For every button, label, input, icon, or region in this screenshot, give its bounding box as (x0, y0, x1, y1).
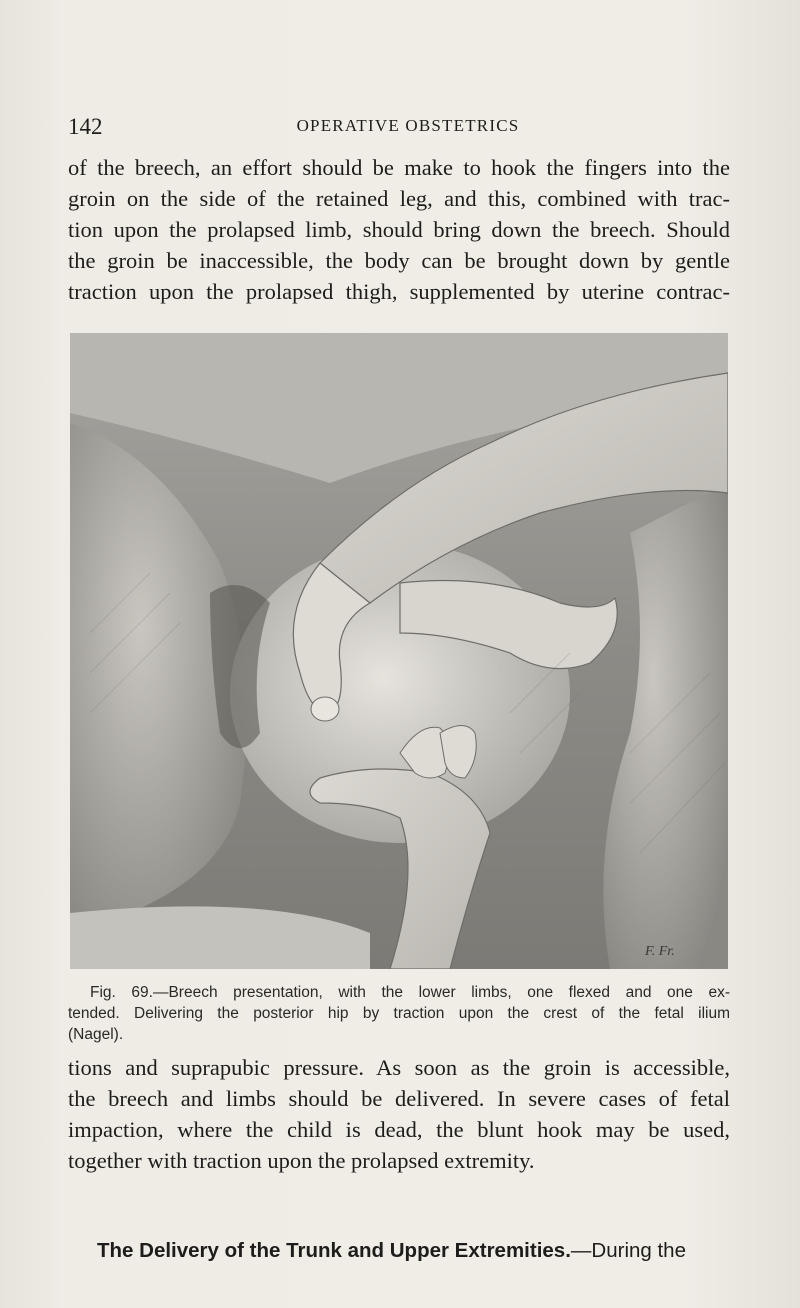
figure-caption (68, 982, 730, 1045)
figure-illustration (70, 333, 728, 969)
text-line: groin on the side of the retained leg, and this, combined with trac- (68, 186, 730, 211)
caption-text: —Breech presentation, with the lower limbs, one flexed and one ex- (152, 984, 730, 1001)
artist-signature: F. Fr. (645, 944, 675, 959)
text-line: of the breech, an effort should be make to hook the fingers into the (68, 155, 730, 180)
running-head (68, 114, 728, 142)
caption-text: tended. Delivering the posterior hip by traction upon the crest of the fetal ilium (68, 1005, 730, 1022)
section-heading (97, 1237, 737, 1265)
text-line: tion upon the prolapsed limb, should bring down the breech. Should (68, 217, 730, 242)
text-line: traction upon the prolapsed thigh, supplemented by uterine contrac- (68, 279, 730, 304)
paragraph-1 (68, 152, 730, 307)
caption-text: (Nagel). (68, 1026, 124, 1043)
text-line: impaction, where the child is dead, the blunt hook may be used, (68, 1117, 730, 1142)
text-line: the groin be inaccessible, the body can be brought down by gentle (68, 248, 730, 273)
page-number: 142 (68, 114, 103, 139)
running-title: OPERATIVE OBSTETRICS (296, 116, 520, 135)
paragraph-2 (68, 1052, 730, 1176)
caption-label: Fig. 69. (90, 984, 153, 1001)
text-line: tions and suprapubic pressure. As soon as the groin is accessible, (68, 1055, 730, 1080)
text-line: together with traction upon the prolapsed extremity. (68, 1148, 535, 1173)
section-continuation: —During the (570, 1239, 686, 1262)
text-line: the breech and limbs should be delivered. In severe cases of fetal (68, 1086, 730, 1111)
section-title: The Delivery of the Trunk and Upper Extremities. (97, 1239, 571, 1262)
